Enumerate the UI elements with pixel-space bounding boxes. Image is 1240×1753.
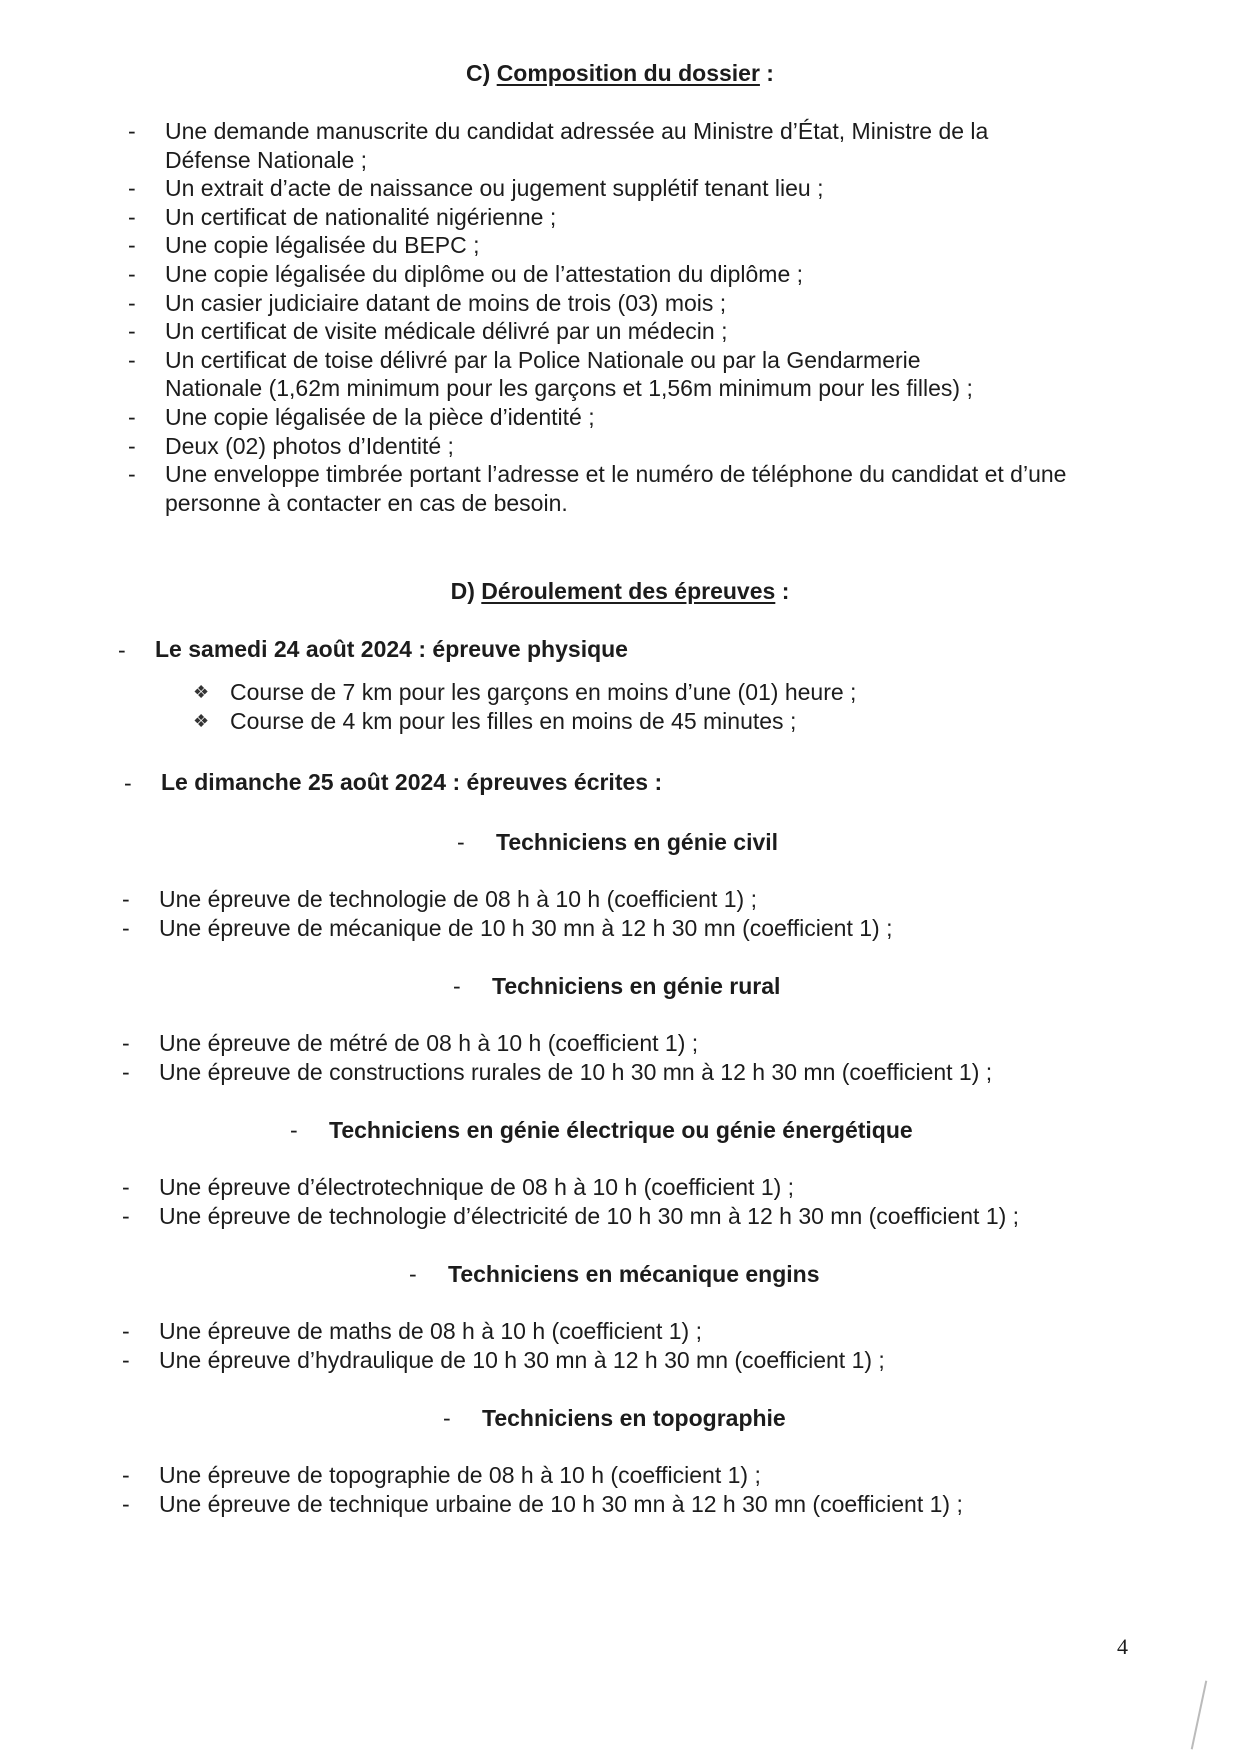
- list-dash: -: [128, 261, 136, 287]
- list-item: Nationale (1,62m minimum pour les garçons et 1,56m minimum pour les filles) ;: [165, 375, 973, 402]
- list-dash: -: [128, 175, 136, 202]
- list-item: Une enveloppe timbrée portant l’adresse et le numéro de téléphone du candidat et d’une: [165, 461, 1067, 488]
- group-title: Techniciens en génie civil: [496, 829, 779, 855]
- list-dash: -: [128, 318, 136, 345]
- list-dash: -: [128, 203, 136, 230]
- list-dash: -: [128, 461, 136, 488]
- day1-label: Le samedi 24 août 2024 : épreuve physique: [155, 636, 628, 662]
- section-d-title: Déroulement des épreuves: [481, 578, 776, 604]
- day1-item-1: Course de 7 km pour les garçons en moins d’une (01) heure ;: [230, 679, 857, 705]
- group-title: Techniciens en mécanique engins: [448, 1261, 820, 1287]
- list-item: Une épreuve de technologie d’électricité de 10 h 30 mn à 12 h 30 mn (coefficient 1) ;: [159, 1203, 1020, 1229]
- list-item: Un extrait d’acte de naissance ou jugement supplétif tenant lieu ;: [165, 175, 824, 202]
- group-title: Techniciens en génie rural: [492, 973, 781, 999]
- section-d-heading: [0, 578, 1240, 605]
- list-item: Deux (02) photos d’Identité ;: [165, 432, 454, 459]
- group-title: Techniciens en topographie: [482, 1405, 786, 1431]
- day2-label: Le dimanche 25 août 2024 : épreuves écrites :: [161, 769, 663, 795]
- list-item: Une demande manuscrite du candidat adressée au Ministre d’État, Ministre de la: [165, 118, 989, 144]
- list-item: Un certificat de nationalité nigérienne ;: [165, 203, 557, 230]
- list-item: Une épreuve de mécanique de 10 h 30 mn à 12 h 30 mn (coefficient 1) ;: [159, 915, 893, 941]
- list-item: Un certificat de visite médicale délivré par un médecin ;: [165, 318, 728, 345]
- section-c-title: Composition du dossier: [496, 60, 760, 86]
- list-dash: -: [128, 289, 136, 316]
- page-number: 4: [1117, 1634, 1128, 1659]
- list-dash: -: [122, 1318, 130, 1344]
- section-c-heading: [0, 60, 1240, 87]
- diamond-bullet-icon: ❖: [193, 711, 210, 731]
- diamond-bullet-icon: ❖: [193, 682, 210, 702]
- day2-dash: -: [124, 770, 132, 796]
- list-item: Une épreuve de maths de 08 h à 10 h (coefficient 1) ;: [159, 1318, 702, 1344]
- list-dash: -: [122, 1491, 130, 1517]
- section-c-suffix: :: [759, 60, 774, 86]
- day1-item-2: Course de 4 km pour les filles en moins de 45 minutes ;: [230, 708, 797, 734]
- list-item: personne à contacter en cas de besoin.: [165, 489, 568, 516]
- list-item: Une épreuve d’électrotechnique de 08 h à 10 h (coefficient 1) ;: [159, 1174, 795, 1200]
- list-dash: -: [122, 1203, 130, 1229]
- group-title-dash: -: [290, 1117, 298, 1143]
- list-item: Une épreuve d’hydraulique de 10 h 30 mn à 12 h 30 mn (coefficient 1) ;: [159, 1347, 885, 1373]
- group-title: Techniciens en génie électrique ou génie énergétique: [329, 1117, 913, 1143]
- group-title-dash: -: [443, 1405, 451, 1431]
- group-title-dash: -: [409, 1261, 417, 1287]
- list-dash: -: [128, 118, 136, 144]
- list-item: Défense Nationale ;: [165, 146, 368, 173]
- group-title-dash: -: [453, 973, 461, 999]
- list-item: Une épreuve de technologie de 08 h à 10 h (coefficient 1) ;: [159, 886, 757, 912]
- list-dash: -: [128, 346, 136, 373]
- day1-dash: -: [118, 637, 126, 663]
- list-item: Une copie légalisée du BEPC ;: [165, 232, 480, 259]
- list-item: Un casier judiciaire datant de moins de trois (03) mois ;: [165, 289, 727, 316]
- list-dash: -: [122, 1174, 130, 1200]
- list-dash: -: [122, 915, 130, 941]
- list-dash: -: [122, 1059, 130, 1085]
- list-item: Une copie légalisée de la pièce d’identité ;: [165, 404, 595, 430]
- list-item: Une épreuve de métré de 08 h à 10 h (coefficient 1) ;: [159, 1030, 699, 1056]
- list-dash: -: [128, 404, 136, 430]
- list-dash: -: [122, 1347, 130, 1373]
- list-item: Une copie légalisée du diplôme ou de l’attestation du diplôme ;: [165, 261, 804, 287]
- page-edge-mark: [1191, 1681, 1208, 1750]
- list-item: Une épreuve de topographie de 08 h à 10 h (coefficient 1) ;: [159, 1462, 761, 1488]
- list-dash: -: [128, 232, 136, 259]
- section-d-suffix: :: [775, 578, 790, 604]
- list-dash: -: [122, 1030, 130, 1056]
- list-dash: -: [122, 1462, 130, 1488]
- group-title-dash: -: [457, 829, 465, 855]
- list-dash: -: [128, 432, 136, 459]
- list-item: Un certificat de toise délivré par la Police Nationale ou par la Gendarmerie: [165, 346, 921, 373]
- list-item: Une épreuve de constructions rurales de 10 h 30 mn à 12 h 30 mn (coefficient 1) ;: [159, 1059, 993, 1085]
- list-dash: -: [122, 886, 130, 912]
- section-c-prefix: C): [466, 60, 491, 86]
- list-item: Une épreuve de technique urbaine de 10 h 30 mn à 12 h 30 mn (coefficient 1) ;: [159, 1491, 963, 1517]
- section-d-prefix: D): [450, 578, 475, 604]
